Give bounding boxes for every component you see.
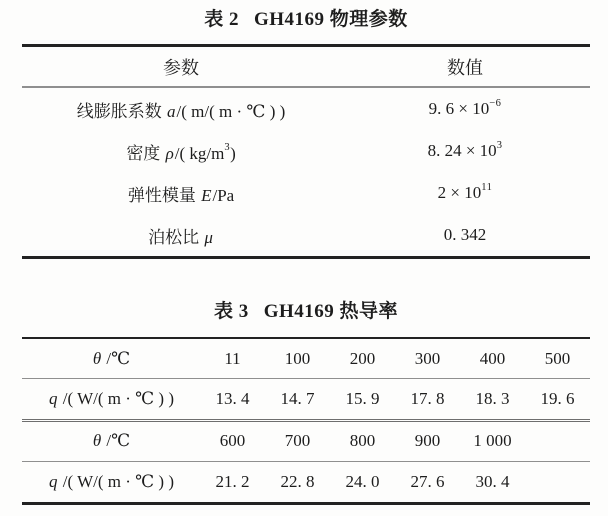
param-cell xyxy=(22,97,340,122)
value-base: 0. 342 xyxy=(443,225,487,244)
data-cell: 900 xyxy=(414,431,441,450)
row-symbol: θ xyxy=(92,431,102,450)
table2-header-param: 参数 xyxy=(163,57,200,78)
row-symbol: θ xyxy=(92,348,102,368)
data-cell: 700 xyxy=(284,431,311,450)
table3-caption xyxy=(22,300,590,324)
table-row xyxy=(22,462,590,502)
param-symbol: E xyxy=(201,185,212,205)
value-cell xyxy=(340,183,590,203)
param-unit: /Pa xyxy=(212,185,235,205)
param-unit: /( kg/m xyxy=(174,143,225,163)
data-cell: 200 xyxy=(349,348,376,368)
table-row xyxy=(22,379,590,419)
table3-caption-title: GH4169 热导率 xyxy=(263,301,399,322)
param-symbol: ρ xyxy=(165,143,174,163)
data-cell: 30. 4 xyxy=(475,471,510,491)
data-cell: 24. 0 xyxy=(345,471,380,491)
data-cell: 800 xyxy=(349,431,376,450)
row-label xyxy=(22,472,200,492)
table3 xyxy=(22,337,590,505)
value-exponent: 11 xyxy=(481,181,493,193)
table-row xyxy=(22,88,590,130)
table-row xyxy=(22,130,590,172)
row-symbol: q xyxy=(49,471,58,491)
param-unit-sup: 3 xyxy=(224,142,231,154)
param-symbol: a xyxy=(167,101,176,121)
data-cell: 22. 8 xyxy=(280,471,315,491)
value-exponent: 3 xyxy=(496,139,503,151)
data-cell: 11 xyxy=(224,348,241,368)
row-unit: /℃ xyxy=(106,348,131,368)
data-cell: 1 000 xyxy=(473,431,512,450)
value-cell xyxy=(340,99,590,119)
table-row xyxy=(22,214,590,256)
row-label xyxy=(22,389,200,409)
param-unit: /( m/( m · ℃ ) ) xyxy=(176,101,286,121)
table2-caption-number: 表 2 xyxy=(204,9,239,30)
data-cell: 13. 4 xyxy=(215,389,250,408)
param-symbol: μ xyxy=(204,227,213,247)
param-unit-end: ) xyxy=(230,143,236,163)
data-cell: 100 xyxy=(284,348,311,368)
value-base: 9. 6 × 10 xyxy=(428,99,490,118)
data-cell: 14. 7 xyxy=(280,389,315,408)
data-cell: 21. 2 xyxy=(215,471,250,491)
value-base: 8. 24 × 10 xyxy=(427,141,497,160)
data-cell: 400 xyxy=(479,348,506,368)
table2-caption-title: GH4169 物理参数 xyxy=(253,9,408,30)
table2 xyxy=(22,44,590,259)
row-unit: /( W/( m · ℃ ) ) xyxy=(62,389,174,408)
value-cell xyxy=(340,141,590,161)
param-name: 弹性模量 xyxy=(127,185,196,205)
data-cell: 17. 8 xyxy=(410,389,445,408)
row-unit: /( W/( m · ℃ ) ) xyxy=(62,471,174,491)
row-symbol: q xyxy=(49,389,58,408)
value-cell xyxy=(340,225,590,245)
data-cell: 15. 9 xyxy=(345,389,380,408)
data-cell: 300 xyxy=(414,348,441,368)
param-cell xyxy=(22,181,340,206)
param-name: 泊松比 xyxy=(148,227,200,247)
row-label xyxy=(22,431,200,451)
table2-header-row xyxy=(22,47,590,88)
table2-caption xyxy=(22,8,590,32)
data-cell: 600 xyxy=(219,431,246,450)
table-row xyxy=(22,422,590,462)
param-cell xyxy=(22,139,340,164)
data-cell: 18. 3 xyxy=(475,389,510,408)
data-cell: 27. 6 xyxy=(410,471,445,491)
row-unit: /℃ xyxy=(106,431,131,450)
table3-caption-number: 表 3 xyxy=(213,301,249,322)
table2-header-value: 数值 xyxy=(447,57,484,78)
table-row xyxy=(22,172,590,214)
row-label xyxy=(22,349,200,369)
param-name: 线膨胀系数 xyxy=(76,101,162,121)
param-cell xyxy=(22,223,340,248)
value-exponent: −6 xyxy=(489,97,502,109)
data-cell: 19. 6 xyxy=(540,389,575,408)
param-name: 密度 xyxy=(126,143,161,163)
data-cell: 500 xyxy=(544,348,571,368)
value-base: 2 × 10 xyxy=(437,183,482,202)
table-row xyxy=(22,339,590,379)
